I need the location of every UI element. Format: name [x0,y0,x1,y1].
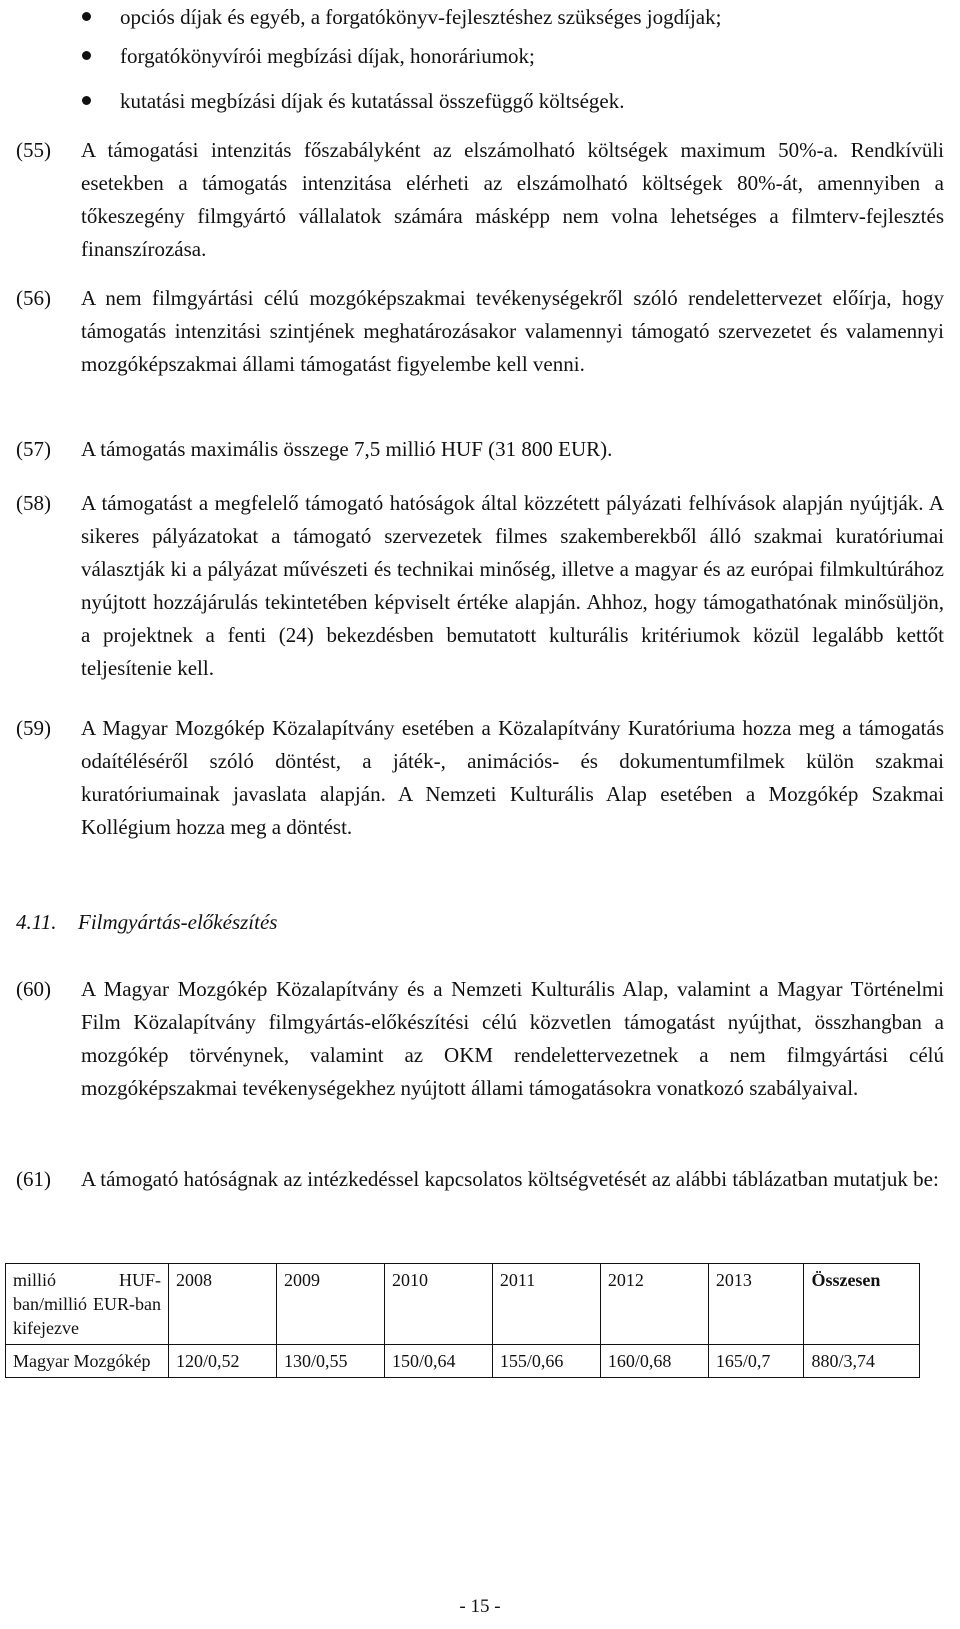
total-value-cell: 880/3,74 [804,1345,920,1378]
section-title: Filmgyártás-előkészítés [78,910,278,934]
paragraph-text: A nem filmgyártási célú mozgóképszakmai tevékenységekről szóló rendelettervezet előírja, hogy támogatás intenzitási szintjének meghatározásakor valamennyi támogató szervezetet és valamennyi mozgóképszakmai állami támogatást figyelembe kell venni. [81,286,944,376]
paragraph-59 [16,712,944,844]
paragraph-number: (60) [16,977,51,1001]
paragraph-number: (59) [16,716,51,740]
paragraph-56 [16,282,944,381]
bullet-icon [82,96,91,105]
value-cell: 165/0,7 [708,1345,804,1378]
budget-table [5,1263,920,1378]
bullet-icon [82,51,91,60]
bullet-icon [82,12,91,21]
paragraph-text: A támogatás maximális összege 7,5 millió HUF (31 800 EUR). [81,437,613,461]
year-cell: 2012 [600,1264,708,1345]
unit-label: millió HUF-ban/millió EUR-ban kifejezve [13,1270,161,1338]
page-number: - 15 - [459,1596,501,1617]
list-item [82,84,942,118]
bullet-text: forgatókönyvírói megbízási díjak, honoráriumok; [120,44,535,68]
value-cell: 120/0,52 [169,1345,277,1378]
paragraph-number: (55) [16,138,51,162]
paragraph-text: A támogatást a megfelelő támogató hatóságok által közzétett pályázati felhívások alapján nyújtják. A sikeres pályázatokat a támogató szervezetek filmes szakemberekből álló szakmai kuratóriumai választják ki a pályázat művészeti és technikai minőség, illetve a magyar és az európai filmkultúrához nyújtott hozzájárulás tekintetében képviselt értéke alapján. Ahhoz, hogy támogathatónak minősüljön, a projektnek a fenti (24) bekezdésben bemutatott kulturális kritériumok közül legalább kettőt teljesítenie kell. [81,491,944,680]
value-cell: 160/0,68 [600,1345,708,1378]
paragraph-58 [16,487,944,685]
paragraph-57 [16,433,944,466]
paragraph-text: A Magyar Mozgókép Közalapítvány és a Nemzeti Kulturális Alap, valamint a Magyar Történelmi Film Közalapítvány filmgyártás-előkészítési célú közvetlen támogatást nyújthat, összhangban a mozgókép törvénynek, valamint az OKM rendelettervezetnek a nem filmgyártási célú mozgóképszakmai tevékenységekhez nyújtott állami támogatásokra vonatkozó szabályaival. [81,977,944,1100]
value-cell: 130/0,55 [276,1345,384,1378]
paragraph-text: A Magyar Mozgókép Közalapítvány esetében a Közalapítvány Kuratóriuma hozza meg a támogatás odaítéléséről szóló döntést, a játék-, animációs- és dokumentumfilmek külön szakmai kuratóriumainak javaslata alapján. A Nemzeti Kulturális Alap esetében a Mozgókép Szakmai Kollégium hozza meg a döntést. [81,716,944,839]
paragraph-number: (61) [16,1167,51,1191]
value-cell: 150/0,64 [384,1345,492,1378]
year-cell: 2008 [169,1264,277,1345]
paragraph-number: (56) [16,286,51,310]
bullet-text: kutatási megbízási díjak és kutatással összefüggő költségek. [120,89,625,113]
year-cell: 2011 [492,1264,600,1345]
paragraph-61 [16,1163,944,1196]
table-header-row [6,1264,920,1345]
section-number: 4.11. [16,910,57,934]
year-cell: 2013 [708,1264,804,1345]
table-row [6,1345,920,1378]
unit-label-cell [6,1264,169,1345]
total-header-cell: Összesen [804,1264,920,1345]
bullet-text: opciós díjak és egyéb, a forgatókönyv-fejlesztéshez szükséges jogdíjak; [120,5,722,29]
paragraph-60 [16,973,944,1105]
row-label-cell: Magyar Mozgókép [6,1345,169,1378]
paragraph-text: A támogatási intenzitás főszabályként az elszámolható költségek maximum 50%-a. Rendkívüli esetekben a támogatás intenzitása elérheti az elszámolható költségek 80%-át, amennyiben a tőkeszegény filmgyártó vállalatok számára másképp nem volna lehetséges a filmterv-fejlesztés finanszírozása. [81,138,944,261]
year-cell: 2010 [384,1264,492,1345]
paragraph-number: (57) [16,437,51,461]
year-cell: 2009 [276,1264,384,1345]
list-item [82,39,942,73]
paragraph-55 [16,134,944,266]
value-cell: 155/0,66 [492,1345,600,1378]
bullet-list [82,0,942,113]
section-heading [16,906,277,939]
list-item [82,0,942,34]
paragraph-text: A támogató hatóságnak az intézkedéssel kapcsolatos költségvetését az alábbi táblázatban mutatjuk be: [81,1167,939,1191]
paragraph-number: (58) [16,491,51,515]
